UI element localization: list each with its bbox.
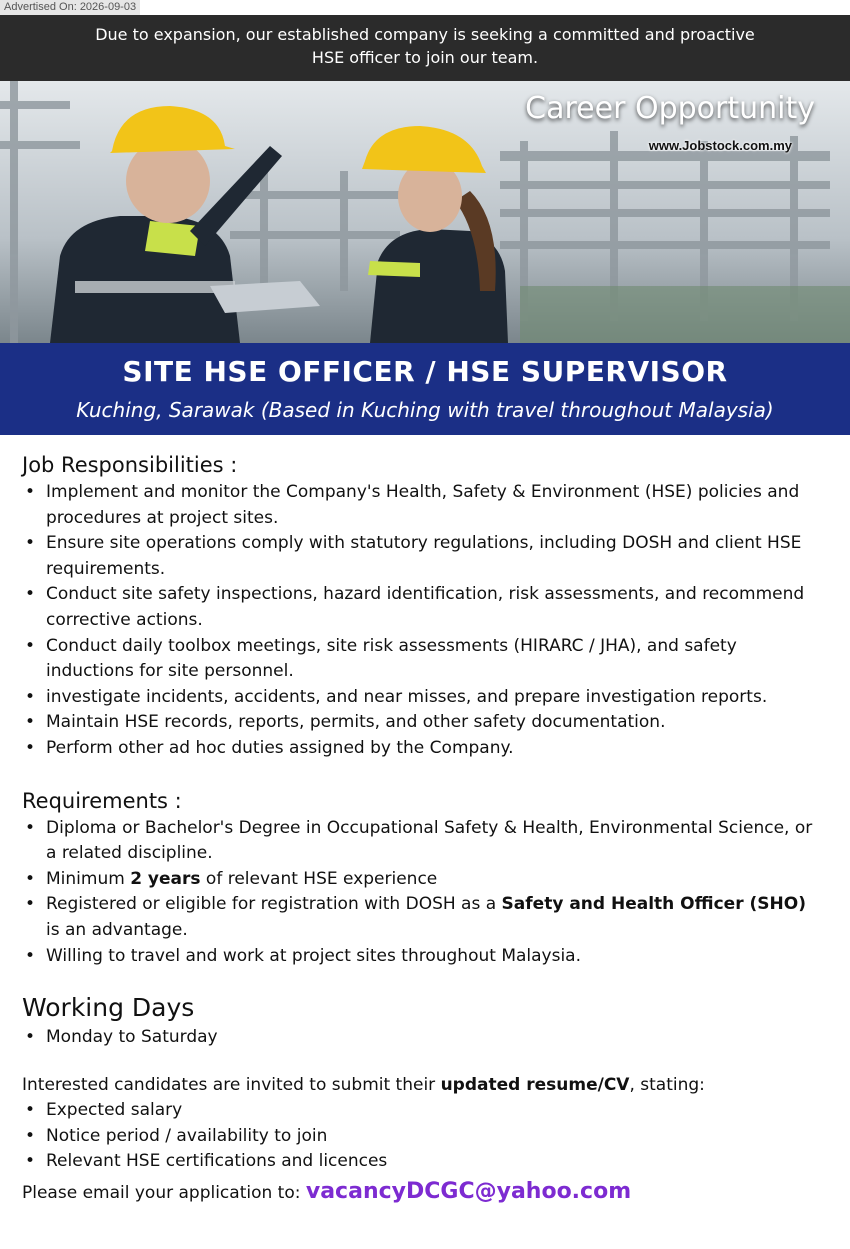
list-item: • investigate incidents, accidents, and near misses, and prepare investigation reports. [22, 685, 822, 711]
responsibilities-heading: Job Responsibilities : [22, 453, 238, 477]
requirement-text: is an advantage. [46, 919, 188, 940]
intro-line-2: HSE officer to join our team. [311, 48, 539, 67]
job-title: SITE HSE OFFICER / HSE SUPERVISOR [122, 355, 728, 388]
list-item: • Relevant HSE certifications and licences [22, 1149, 822, 1175]
job-title-band [0, 343, 850, 435]
list-item: • Expected salary [22, 1098, 822, 1124]
list-item: • Conduct site safety inspections, hazard identification, risk assessments, and recommend corrective actions. [22, 582, 822, 633]
email-line [22, 1179, 822, 1207]
job-location: Kuching, Sarawak (Based in Kuching with travel throughout Malaysia) [76, 398, 774, 422]
apply-intro [22, 1073, 822, 1099]
requirement-emphasis: Safety and Health Officer (SHO) [501, 894, 806, 915]
advertised-date: Advertised On: 2026-09-03 [0, 0, 140, 15]
requirements-list [22, 816, 822, 970]
list-item: • Willing to travel and work at project sites throughout Malaysia. [22, 944, 822, 970]
requirement-text: Registered or eligible for registration with DOSH as a [46, 894, 502, 915]
working-days-list [22, 1025, 822, 1051]
email-label: Please email your application to: [22, 1183, 306, 1204]
job-content [22, 450, 822, 1207]
apply-intro-text: , stating: [629, 1074, 705, 1095]
apply-list [22, 1098, 822, 1175]
list-item: • Conduct daily toolbox meetings, site risk assessments (HIRARC / JHA), and safety inductions for site personnel. [22, 634, 822, 685]
list-item: • Notice period / availability to join [22, 1124, 822, 1150]
requirement-text: of relevant HSE experience [200, 868, 438, 889]
hero-website[interactable]: www.Jobstock.com.my [648, 138, 792, 153]
intro-banner [0, 15, 850, 81]
list-item [22, 892, 822, 943]
responsibilities-list [22, 480, 822, 762]
apply-intro-text: Interested candidates are invited to submit their [22, 1074, 441, 1095]
working-days-heading: Working Days [22, 993, 195, 1023]
list-item: • Maintain HSE records, reports, permits, and other safety documentation. [22, 710, 822, 736]
apply-intro-emphasis: updated resume/CV [440, 1074, 630, 1095]
list-item: • Diploma or Bachelor's Degree in Occupational Safety & Health, Environmental Science, or a related discipline. [22, 816, 822, 867]
requirements-heading: Requirements : [22, 788, 182, 813]
email-link[interactable]: vacancyDCGC@yahoo.com [305, 1179, 632, 1205]
list-item: • Perform other ad hoc duties assigned by the Company. [22, 736, 822, 762]
list-item: • Implement and monitor the Company's Health, Safety & Environment (HSE) policies and procedures at project sites. [22, 480, 822, 531]
list-item: • Ensure site operations comply with statutory regulations, including DOSH and client HSE requirements. [22, 531, 822, 582]
intro-line-1: Due to expansion, our established company is seeking a committed and proactive [95, 25, 755, 44]
list-item: • Monday to Saturday [22, 1025, 822, 1051]
hero-title: Career Opportunity [525, 91, 815, 126]
requirement-emphasis: 2 years [130, 868, 201, 889]
hero-image [0, 81, 850, 343]
list-item [22, 867, 822, 893]
requirement-text: Minimum [46, 868, 131, 889]
